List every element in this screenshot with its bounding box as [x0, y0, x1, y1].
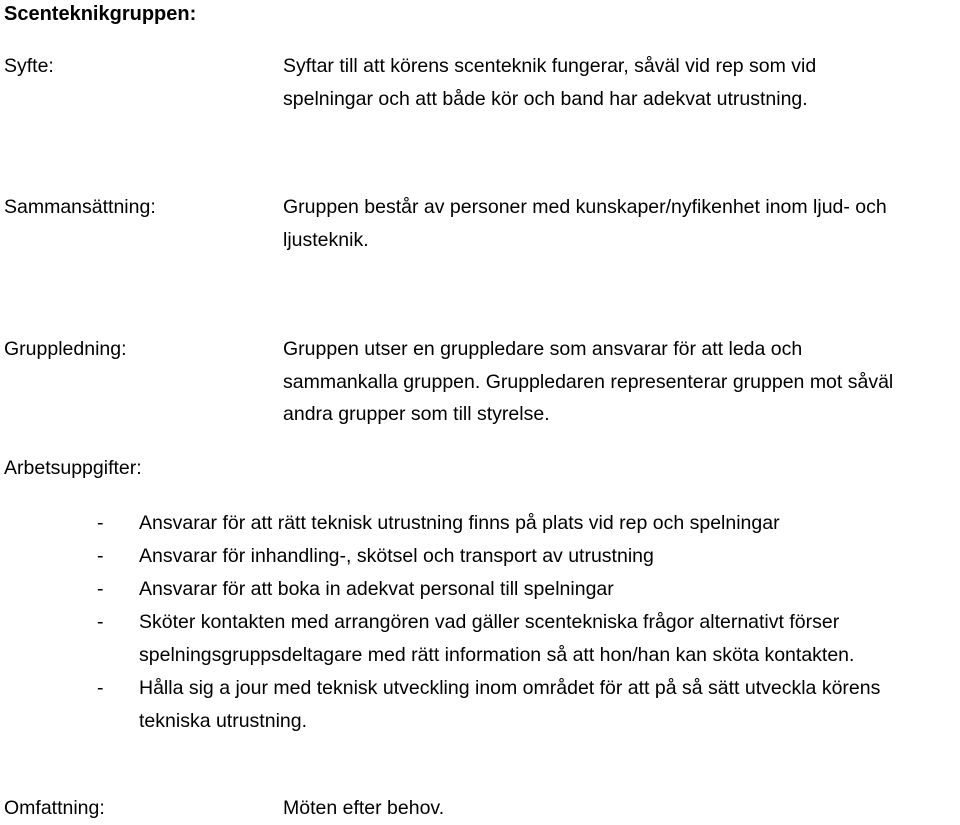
task-item-4-line-1: Sköter kontakten med arrangören vad gäller scentekniska frågor alternativt förser	[139, 611, 840, 633]
task-item-2: Ansvarar för inhandling-, skötsel och transport av utrustning	[139, 545, 654, 567]
list-bullet-dash: -	[97, 512, 104, 534]
sammansattning-text-line-1: Gruppen består av personer med kunskaper/nyfikenhet inom ljud- och	[283, 196, 887, 218]
list-bullet-dash: -	[97, 677, 104, 699]
list-bullet-dash: -	[97, 578, 104, 600]
syfte-label: Syfte:	[4, 55, 54, 77]
document-title: Scenteknikgruppen:	[4, 3, 197, 25]
omfattning-label: Omfattning:	[4, 797, 105, 819]
sammansattning-text-line-2: ljusteknik.	[283, 229, 369, 251]
task-item-3: Ansvarar för att boka in adekvat personal till spelningar	[139, 578, 614, 600]
task-item-1: Ansvarar för att rätt teknisk utrustning finns på plats vid rep och spelningar	[139, 512, 780, 534]
omfattning-value: Möten efter behov.	[283, 797, 445, 819]
task-item-4-line-2: spelningsgruppsdeltagare med rätt information så att hon/han kan sköta kontakten.	[139, 644, 855, 666]
task-item-5-line-1: Hålla sig a jour med teknisk utveckling inom området för att på så sätt utveckla körens	[139, 677, 881, 699]
list-bullet-dash: -	[97, 611, 104, 633]
gruppledning-text-line-3: andra grupper som till styrelse.	[283, 403, 550, 425]
task-item-5-line-2: tekniska utrustning.	[139, 710, 308, 732]
syfte-text-line-1: Syftar till att körens scenteknik fungerar, såväl vid rep som vid	[283, 55, 817, 77]
gruppledning-text-line-2: sammankalla gruppen. Gruppledaren representerar gruppen mot såväl	[283, 371, 894, 393]
gruppledning-label: Gruppledning:	[4, 338, 127, 360]
syfte-text-line-2: spelningar och att både kör och band har adekvat utrustning.	[283, 88, 808, 110]
arbetsuppgifter-label: Arbetsuppgifter:	[4, 457, 142, 479]
list-bullet-dash: -	[97, 545, 104, 567]
gruppledning-text-line-1: Gruppen utser en gruppledare som ansvarar för att leda och	[283, 338, 803, 360]
sammansattning-label: Sammansättning:	[4, 196, 156, 218]
